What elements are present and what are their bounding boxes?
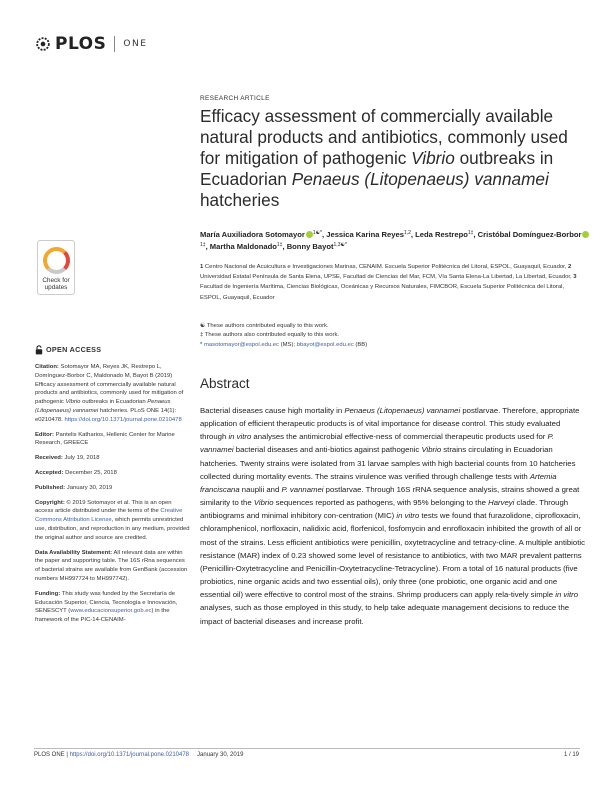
badge-line-2: updates — [44, 284, 68, 292]
author-affiliation-marker: 1‡ — [467, 230, 474, 236]
plos-one-logo[interactable] — [34, 34, 147, 54]
abstract-text: postlarvae. Therefore, appropriate application of efficient therapeutic products is of vital importance for disease control. This study evaluated through — [200, 406, 580, 442]
affiliation-number: 2 — [568, 264, 572, 270]
author-affiliation-marker: 1‡ — [200, 241, 206, 248]
abstract-heading: Abstract — [200, 376, 250, 391]
orcid-icon[interactable] — [306, 231, 313, 238]
author-name[interactable]: Martha Maldonado — [209, 241, 277, 251]
accepted-date: Accepted: December 25, 2018 — [35, 469, 117, 476]
abstract-text: sequences reported as pathogens, with 95% belonging to the — [273, 498, 489, 508]
abstract-italic-term: P. vannamei — [281, 484, 324, 494]
affiliation-text: Facultad de Ingeniería Marítima, Ciencias Biológicas, Oceánicas y Recursos Naturales, FIMCBOR, Escuela Superior Politécnica del Litoral, ESPOL, Guayaquil, Ecuador — [200, 284, 565, 301]
abstract-text: postlarvae. Through 16S rRNA sequence analysis, strains showed a great similarity to the — [200, 484, 580, 508]
abstract-italic-term: in vitro — [396, 511, 420, 521]
abstract-text: analyses, such as those employed in this study, to help take adequate management decisions to reduce the impact of bacterial diseases and increase profit. — [200, 603, 570, 626]
citation: Citation: Sotomayor MA, Reyes JK, Restrepo L, Domínguez-Borbor C, Maldonado M, Bayot B (2019) Efficacy assessment of commercially available natural products and antibiotics, commonly used for mitigation of pathogenic Vibrio outbreaks in Ecuadorian Penaeus (Litopenaeus) vannamei hatcheries. PLoS ONE 14(1): e0210478. https://doi.org/10.1371/journal.pone.0210478 — [35, 364, 184, 423]
brand-plos: PLOS — [55, 34, 107, 54]
abstract-italic-term: Harveyi — [488, 498, 515, 508]
logo-divider — [114, 36, 115, 52]
abstract-italic-term: P. vannamei — [200, 432, 554, 455]
abstract-italic-term: Penaeus (Litopenaeus) vannamei — [344, 406, 461, 415]
author-affiliation-marker: 1☯* — [312, 230, 323, 236]
article-title: Efficacy assessment of commercially available natural products and antibiotics, commonly used for mitigation of pathogenic Vibrio outbreaks in Ecuadorian Penaeus (Litopenaeus) vannamei hatcheries — [200, 106, 568, 210]
also-contribution-note: ‡ These authors also contributed equally to this work. — [200, 332, 340, 339]
published-date: Published: January 30, 2019 — [35, 484, 113, 491]
plos-gear-icon — [34, 35, 52, 53]
abstract-italic-term: Vibrio — [421, 445, 442, 455]
crossmark-icon — [43, 247, 70, 274]
abstract-text: tests we found that furazolidone, ciprofloxacin, chloramphenicol, norfloxacin, nalidixic acid, florfenicol, fosfomycin and enrofloxacin inhibited the growth of all or most of the strains. Less efficient antibiotics were penicillin, oxytetracycline and tetracy-cline. A multiple antibiotic resistance (MAR) index of 0.23 showed some level of resistance to antibiotics, with two MAR prevalent patterns (Penicillin-Oxytetracycline and Penicillin-Oxytetracycline-Tetracycline). From a total of 16 natural products (five probiotics, nine organic acids and two essential oils), only three (one probiotic, one organic acid and one essential oil) were effective to control most of the strains. Shrimp producers can apply rela-tively simple — [200, 511, 585, 600]
footer-citation: PLOS ONE | https://doi.org/10.1371/journal.pone.0210478 January 30, 2019 — [34, 752, 244, 758]
page-number: 1 / 19 — [563, 752, 579, 758]
abstract-text: Bacterial diseases cause high mortality in — [200, 406, 345, 415]
open-access-label: OPEN ACCESS — [35, 345, 190, 355]
affiliation-number: 3 — [573, 274, 577, 281]
orcid-icon[interactable] — [582, 231, 589, 238]
data-availability: Data Availability Statement: All relevant data are within the paper and supporting table. The 16S rRna sequences of bacterial strains are available from GenBank (accession numbers MH997724 to MH997742). — [35, 549, 188, 582]
badge-line-1: Check for — [42, 277, 70, 284]
abstract-text: bacterial diseases and anti-biotics against pathogenic — [233, 445, 422, 455]
equal-contribution-note: ☯ These authors contributed equally to this work. — [200, 323, 329, 329]
author-affiliation-marker: 1,2 — [403, 230, 411, 236]
article-type: RESEARCH ARTICLE — [200, 95, 270, 102]
abstract-text: nauplii and — [239, 484, 282, 494]
author-affiliation-marker: 1,3☯* — [333, 241, 347, 248]
email-link-ms[interactable]: masotomayor@espol.edu.ec — [203, 341, 280, 348]
author-name[interactable]: María Auxiliadora Sotomayor — [200, 230, 305, 239]
copyright: Copyright: © 2019 Sotomayor et al. This is an open access article distributed under the terms of the Creative Commons Attribution License, which permits unrestricted use, distribution, and reproduction in any medium, provided the original author and source are credited. — [35, 499, 190, 541]
journal-one: ONE — [123, 39, 148, 49]
abstract-text: analyses the antimicrobial effective-ness of commercial therapeutic products used for — [251, 432, 548, 442]
footer-doi-link[interactable]: https://doi.org/10.1371/journal.pone.0210478 — [69, 752, 190, 758]
footer-date: January 30, 2019 — [197, 752, 244, 758]
article-sidebar — [35, 345, 190, 631]
author-affiliation-marker: 1‡ — [276, 241, 283, 248]
citation-doi-link[interactable]: https://doi.org/10.1371/journal.pone.0210478 — [64, 416, 182, 423]
abstract-italic-term: Vibrio — [253, 498, 274, 508]
abstract-text: strains circulating in Ecuadorian hatcheries. Twenty strains were isolated from 31 larvae samples with high bacterial counts from 10 hatcheries collected during mortality events. The strains virulence was verified through challenge tests with — [200, 445, 576, 481]
author-name[interactable]: Bonny Bayot — [286, 241, 334, 251]
author-list: María Auxiliadora Sotomayor $^{1☯*}$, Jessica Karina Reyes$^{1,2}$, Leda Restrepo$^{1\ddagger}$, Cristóbal Domínguez-Borbor$^{1\ddagger}$, Martha Maldonado$^{1\ddagger}$, Bonny Bayot$^{1,3☯*}$ — [200, 229, 590, 252]
affiliation-text: Universidad Estatal Península de Santa Elena, UPSE, Facultad de Ciencias del Mar, FCM, Vía Santa Elena-La Libertad, La Libertad, Ecuador, — [200, 274, 574, 281]
affiliation-text: Centro Nacional de Acuicultura e Investigaciones Marinas, CENAIM. Escuela Superior Politécnica del Litoral, ESPOL, Guayaquil, Ecuador, — [204, 264, 569, 270]
affiliation-number: 1 — [200, 264, 205, 270]
editor: Editor: Pantelis Katharios, Hellenic Center for Marine Research, GREECE — [35, 431, 175, 447]
author-name[interactable]: Cristóbal Domínguez-Borbor — [477, 230, 582, 239]
author-name[interactable]: Leda Restrepo — [415, 230, 468, 239]
received-date: Received: July 19, 2018 — [35, 455, 100, 462]
funding: Funding: This study was funded by the Secretaría de Educación Superior, Ciencia, Tecnología e Innovación, SENESCYT (www.educacionsuperior.gob.ec) in the framework of the PIC-14-CENAIM- — [35, 590, 178, 624]
footer-rule — [34, 748, 580, 749]
abstract-italic-term: Artemia franciscana — [200, 471, 557, 494]
email-link-bb[interactable]: bbayot@espol.edu.ec — [296, 341, 354, 348]
abstract-body — [200, 404, 585, 628]
funding-link[interactable]: www.educacionsuperior.gob.ec — [70, 608, 152, 615]
author-name[interactable]: Jessica Karina Reyes — [326, 230, 404, 239]
corresponding-emails: * masotomayor@espol.edu.ec (MS); bbayot@espol.edu.ec (BB) — [200, 341, 368, 348]
open-lock-icon — [35, 345, 43, 355]
check-for-updates-badge[interactable] — [37, 240, 75, 295]
abstract-italic-term: in vitro — [228, 432, 252, 442]
affiliations — [200, 262, 585, 303]
abstract-italic-term: in vitro — [555, 590, 579, 600]
author-notes — [200, 322, 585, 350]
cc-license-link[interactable]: Creative Commons Attribution License — [35, 508, 183, 524]
abstract-text: clade. Through antibiograms and minimal inhibitory con-centration (MIC) — [200, 498, 569, 521]
